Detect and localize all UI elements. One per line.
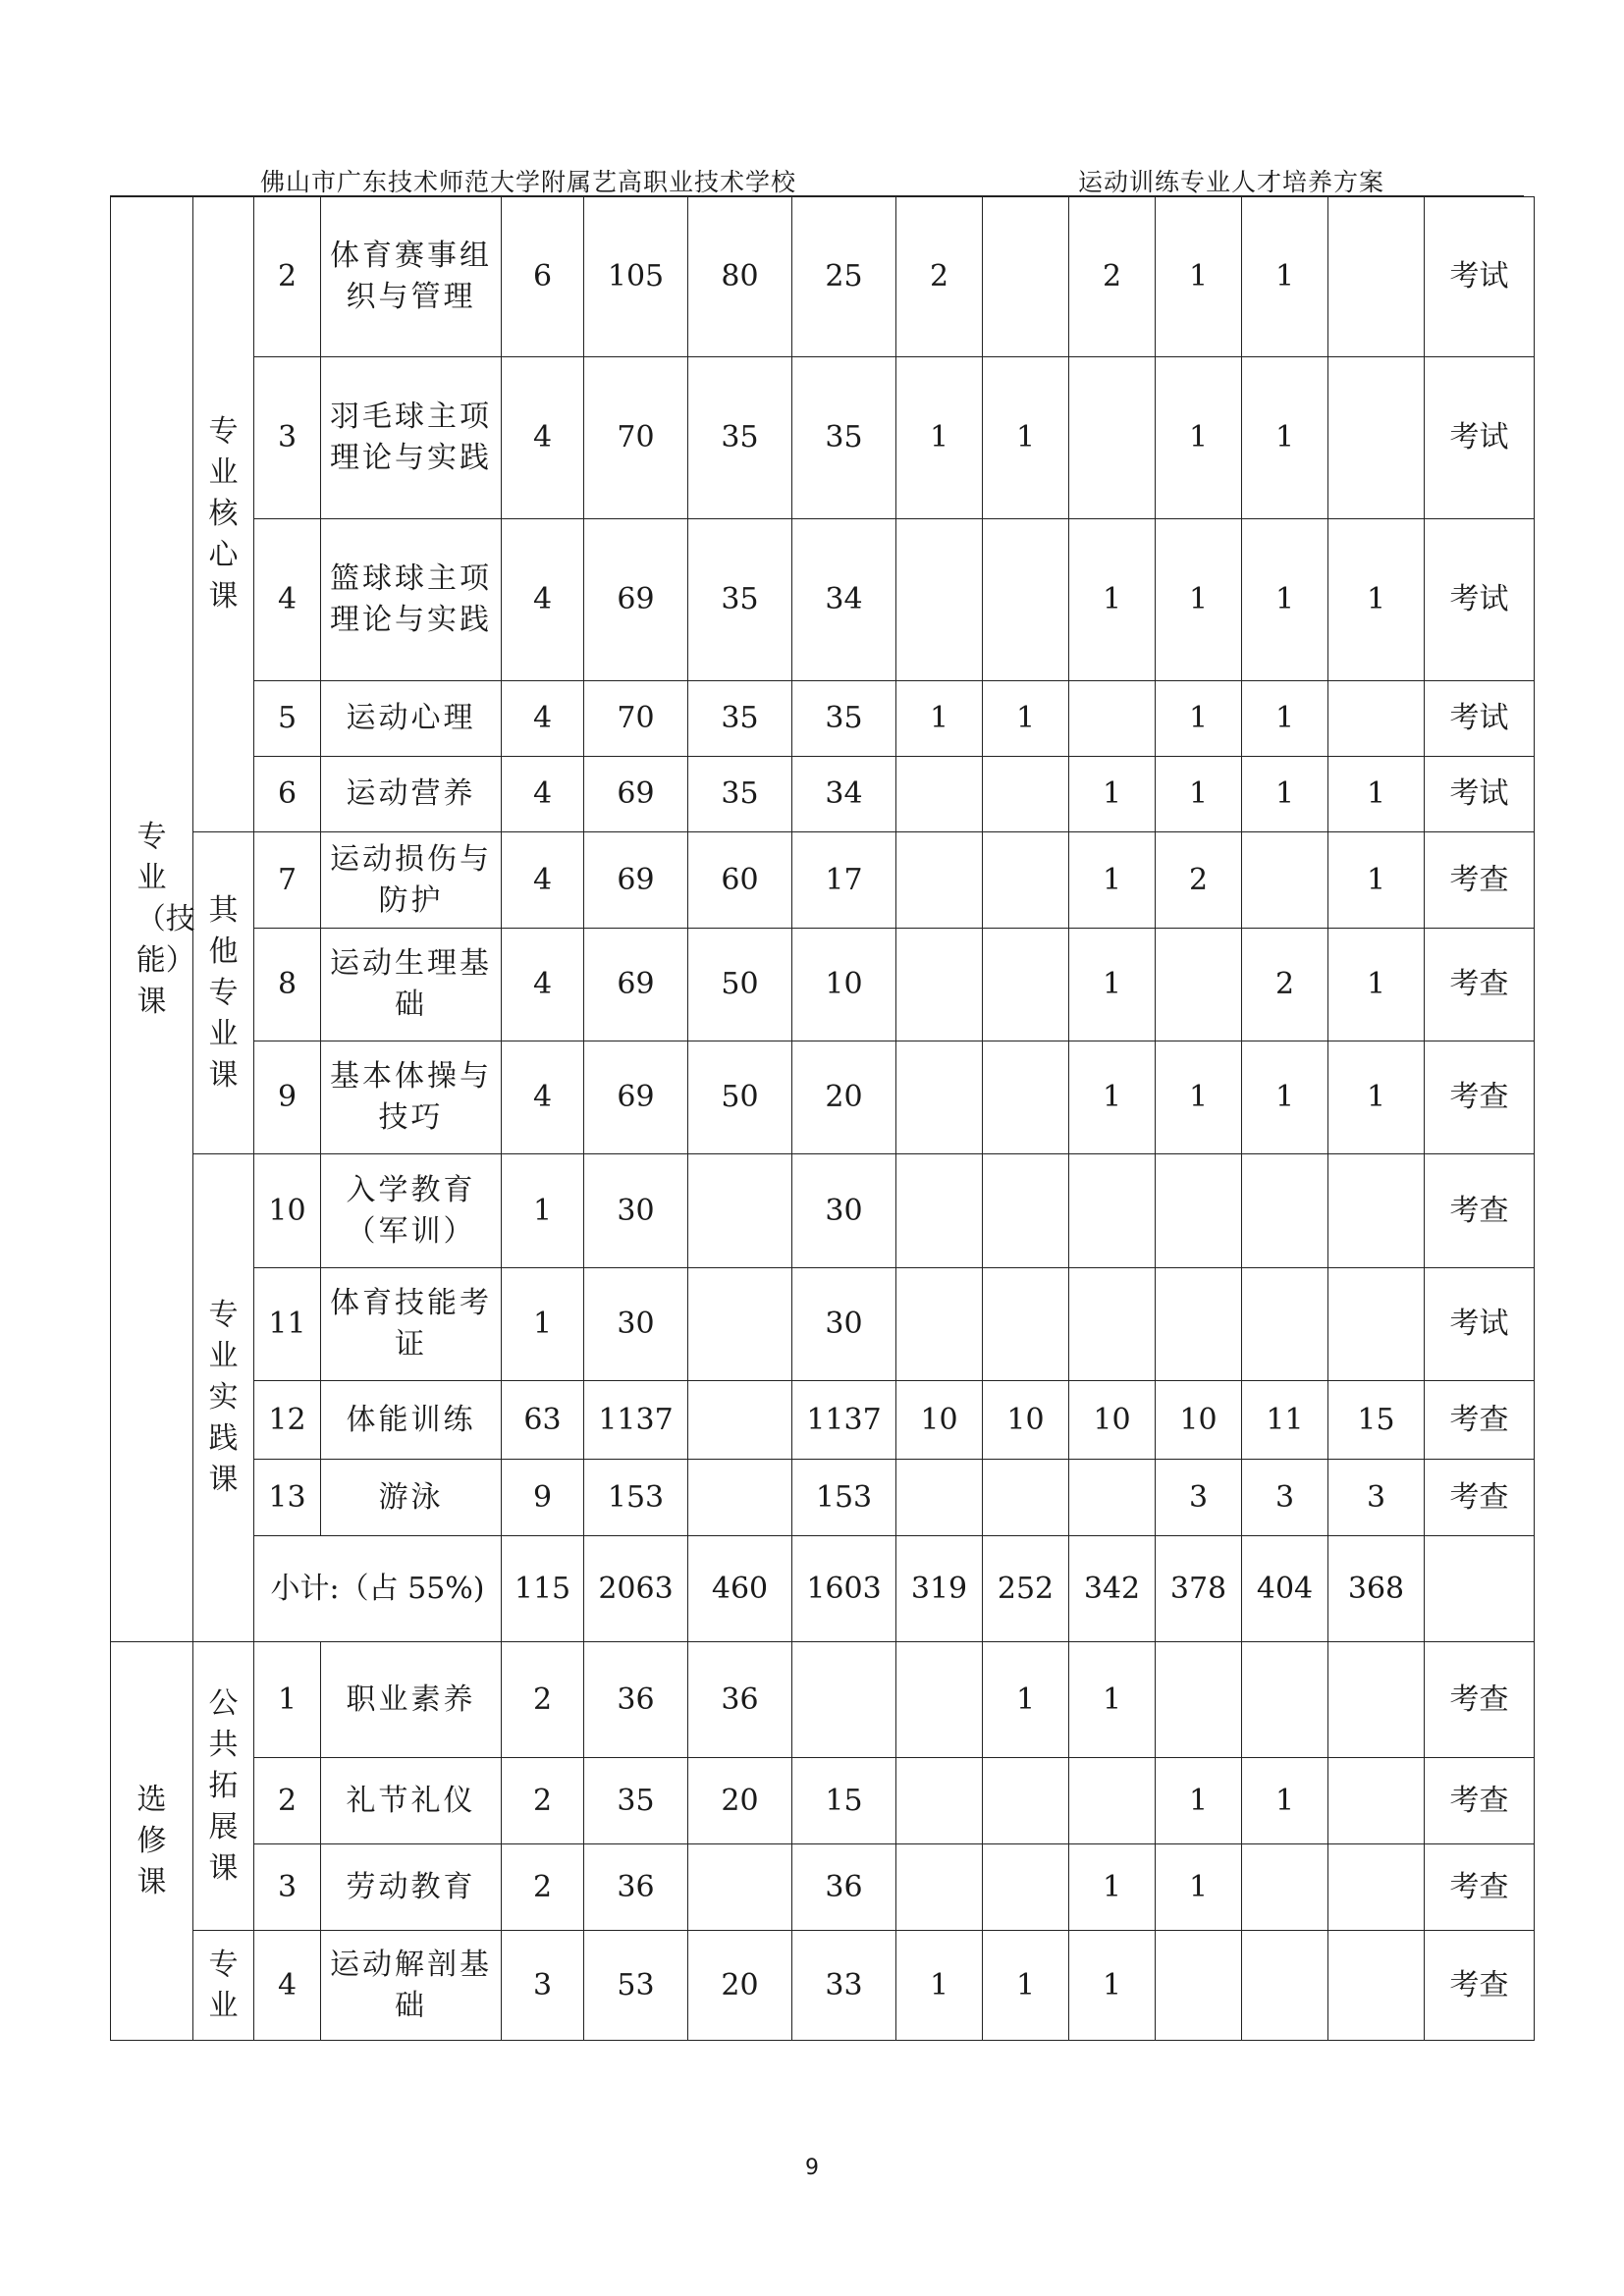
semester-3-cell — [1069, 1460, 1156, 1536]
total-hours-cell: 35 — [584, 1758, 688, 1844]
semester-1-cell — [896, 519, 983, 681]
semester-6-cell — [1328, 1931, 1425, 2041]
credits-cell: 4 — [502, 357, 584, 519]
semester-4-cell: 1 — [1156, 1844, 1242, 1931]
semester-1-cell — [896, 757, 983, 832]
semester-1-cell — [896, 1758, 983, 1844]
semester-3-cell — [1069, 1268, 1156, 1381]
assessment-cell — [1425, 1536, 1535, 1642]
total-hours-cell: 53 — [584, 1931, 688, 2041]
semester-1-cell — [896, 929, 983, 1041]
practice-hours-cell: 36 — [792, 1844, 896, 1931]
credits-cell: 63 — [502, 1381, 584, 1460]
course-name-cell: 运动损伤与防护 — [321, 832, 502, 929]
semester-4-cell: 10 — [1156, 1381, 1242, 1460]
semester-6-cell — [1328, 681, 1425, 757]
semester-4-cell: 3 — [1156, 1460, 1242, 1536]
practice-hours-cell: 34 — [792, 519, 896, 681]
semester-5-cell — [1242, 1642, 1328, 1758]
credits-cell: 1 — [502, 1268, 584, 1381]
semester-4-cell — [1156, 1931, 1242, 2041]
total-hours-cell: 69 — [584, 832, 688, 929]
course-number-cell: 1 — [254, 1642, 321, 1758]
theory-hours-cell — [688, 1381, 792, 1460]
semester-2-cell — [983, 1041, 1069, 1154]
course-name-cell: 篮球球主项理论与实践 — [321, 519, 502, 681]
theory-hours-cell: 35 — [688, 519, 792, 681]
course-name-cell: 基本体操与技巧 — [321, 1041, 502, 1154]
practice-hours-cell: 25 — [792, 197, 896, 357]
semester-5-cell — [1242, 1844, 1328, 1931]
section-professional — [111, 197, 193, 1642]
course-number-cell: 9 — [254, 1041, 321, 1154]
credits-cell: 9 — [502, 1460, 584, 1536]
course-name-cell: 体育赛事组织与管理 — [321, 197, 502, 357]
total-hours-cell: 105 — [584, 197, 688, 357]
semester-1-cell: 1 — [896, 681, 983, 757]
practice-hours-cell: 10 — [792, 929, 896, 1041]
group-other-professional — [193, 832, 254, 1154]
course-number-cell: 10 — [254, 1154, 321, 1268]
semester-5-cell: 404 — [1242, 1536, 1328, 1642]
total-hours-cell: 69 — [584, 757, 688, 832]
semester-2-cell — [983, 1268, 1069, 1381]
semester-1-cell: 319 — [896, 1536, 983, 1642]
semester-2-cell — [983, 1844, 1069, 1931]
semester-6-cell — [1328, 1758, 1425, 1844]
semester-4-cell: 1 — [1156, 1758, 1242, 1844]
semester-1-cell — [896, 1642, 983, 1758]
course-name-cell: 运动解剖基础 — [321, 1931, 502, 2041]
course-number-cell: 3 — [254, 1844, 321, 1931]
semester-4-cell — [1156, 1154, 1242, 1268]
section-elective-label: 选修课 — [136, 1782, 167, 1899]
table-row — [111, 1041, 1535, 1154]
semester-4-cell: 378 — [1156, 1536, 1242, 1642]
elective-row — [111, 1642, 1535, 1758]
semester-6-cell: 3 — [1328, 1460, 1425, 1536]
total-hours-cell: 36 — [584, 1844, 688, 1931]
total-hours-cell: 30 — [584, 1154, 688, 1268]
assessment-cell: 考试 — [1425, 357, 1535, 519]
theory-hours-cell: 80 — [688, 197, 792, 357]
semester-3-cell — [1069, 357, 1156, 519]
total-hours-cell: 70 — [584, 357, 688, 519]
semester-2-cell — [983, 197, 1069, 357]
semester-5-cell: 1 — [1242, 1041, 1328, 1154]
table-row — [111, 757, 1535, 832]
semester-5-cell: 1 — [1242, 197, 1328, 357]
assessment-cell: 考查 — [1425, 1460, 1535, 1536]
semester-5-cell: 1 — [1242, 357, 1328, 519]
assessment-cell: 考查 — [1425, 929, 1535, 1041]
credits-cell: 4 — [502, 757, 584, 832]
page-number: 9 — [805, 2156, 819, 2180]
table-row — [111, 1154, 1535, 1268]
semester-2-cell: 1 — [983, 357, 1069, 519]
course-number-cell: 4 — [254, 1931, 321, 2041]
semester-6-cell: 1 — [1328, 757, 1425, 832]
theory-hours-cell: 20 — [688, 1758, 792, 1844]
group-other-professional-label: 其他专业课 — [208, 892, 239, 1093]
course-number-cell: 11 — [254, 1268, 321, 1381]
semester-6-cell: 368 — [1328, 1536, 1425, 1642]
semester-4-cell — [1156, 929, 1242, 1041]
credits-cell: 2 — [502, 1844, 584, 1931]
semester-3-cell — [1069, 1154, 1156, 1268]
semester-5-cell: 1 — [1242, 519, 1328, 681]
semester-3-cell: 1 — [1069, 519, 1156, 681]
course-number-cell: 5 — [254, 681, 321, 757]
total-hours-cell: 70 — [584, 681, 688, 757]
total-hours-cell: 69 — [584, 1041, 688, 1154]
practice-hours-cell: 34 — [792, 757, 896, 832]
semester-4-cell — [1156, 1268, 1242, 1381]
practice-hours-cell — [792, 1642, 896, 1758]
semester-3-cell: 10 — [1069, 1381, 1156, 1460]
semester-2-cell: 1 — [983, 1931, 1069, 2041]
semester-3-cell: 1 — [1069, 1931, 1156, 2041]
assessment-cell: 考试 — [1425, 1268, 1535, 1381]
theory-hours-cell: 35 — [688, 757, 792, 832]
course-number-cell: 2 — [254, 197, 321, 357]
theory-hours-cell: 20 — [688, 1931, 792, 2041]
table-row — [111, 357, 1535, 519]
practice-hours-cell: 17 — [792, 832, 896, 929]
theory-hours-cell — [688, 1844, 792, 1931]
semester-1-cell — [896, 832, 983, 929]
semester-1-cell: 1 — [896, 357, 983, 519]
course-number-cell: 3 — [254, 357, 321, 519]
total-hours-cell: 153 — [584, 1460, 688, 1536]
header-document-title: 运动训练专业人才培养方案 — [1078, 168, 1385, 196]
credits-cell: 2 — [502, 1758, 584, 1844]
total-hours-cell: 1137 — [584, 1381, 688, 1460]
semester-1-cell: 1 — [896, 1931, 983, 2041]
group-practice — [193, 1154, 254, 1642]
semester-4-cell: 1 — [1156, 1041, 1242, 1154]
semester-1-cell — [896, 1041, 983, 1154]
semester-5-cell: 3 — [1242, 1460, 1328, 1536]
course-number-cell: 8 — [254, 929, 321, 1041]
table-row — [111, 1268, 1535, 1381]
theory-hours-cell: 460 — [688, 1536, 792, 1642]
semester-5-cell: 2 — [1242, 929, 1328, 1041]
assessment-cell: 考试 — [1425, 681, 1535, 757]
semester-3-cell: 1 — [1069, 832, 1156, 929]
semester-4-cell — [1156, 1642, 1242, 1758]
credits-cell: 4 — [502, 832, 584, 929]
group-professional-core-label: 专业核心课 — [208, 414, 239, 614]
semester-1-cell — [896, 1268, 983, 1381]
semester-2-cell: 10 — [983, 1381, 1069, 1460]
semester-2-cell — [983, 519, 1069, 681]
semester-2-cell — [983, 757, 1069, 832]
course-name-cell: 运动生理基础 — [321, 929, 502, 1041]
semester-6-cell — [1328, 357, 1425, 519]
course-name-cell: 运动心理 — [321, 681, 502, 757]
semester-3-cell — [1069, 1758, 1156, 1844]
semester-3-cell: 1 — [1069, 757, 1156, 832]
practice-hours-cell: 30 — [792, 1268, 896, 1381]
course-number-cell: 12 — [254, 1381, 321, 1460]
semester-6-cell: 1 — [1328, 929, 1425, 1041]
assessment-cell: 考查 — [1425, 832, 1535, 929]
group-practice-label: 专业实践课 — [208, 1298, 239, 1497]
practice-hours-cell: 1137 — [792, 1381, 896, 1460]
semester-3-cell: 1 — [1069, 1642, 1156, 1758]
table-row — [111, 929, 1535, 1041]
semester-2-cell — [983, 1758, 1069, 1844]
semester-5-cell: 1 — [1242, 757, 1328, 832]
semester-3-cell: 342 — [1069, 1536, 1156, 1642]
semester-3-cell: 2 — [1069, 197, 1156, 357]
course-number-cell: 7 — [254, 832, 321, 929]
course-number-cell: 2 — [254, 1758, 321, 1844]
subtotal-row — [111, 1536, 1535, 1642]
assessment-cell: 考查 — [1425, 1758, 1535, 1844]
semester-6-cell: 1 — [1328, 519, 1425, 681]
credits-cell: 115 — [502, 1536, 584, 1642]
elective-row — [111, 1931, 1535, 2041]
credits-cell: 2 — [502, 1642, 584, 1758]
group-public-expansion — [193, 1642, 254, 1931]
semester-6-cell: 1 — [1328, 1041, 1425, 1154]
semester-6-cell: 1 — [1328, 832, 1425, 929]
assessment-cell: 考查 — [1425, 1381, 1535, 1460]
practice-hours-cell: 20 — [792, 1041, 896, 1154]
semester-1-cell — [896, 1154, 983, 1268]
theory-hours-cell: 35 — [688, 681, 792, 757]
credits-cell: 4 — [502, 519, 584, 681]
credits-cell: 3 — [502, 1931, 584, 2041]
semester-3-cell: 1 — [1069, 929, 1156, 1041]
semester-5-cell: 1 — [1242, 681, 1328, 757]
elective-row — [111, 1758, 1535, 1844]
semester-5-cell — [1242, 1931, 1328, 2041]
semester-6-cell — [1328, 1642, 1425, 1758]
practice-hours-cell: 30 — [792, 1154, 896, 1268]
semester-6-cell — [1328, 197, 1425, 357]
practice-hours-cell: 15 — [792, 1758, 896, 1844]
practice-hours-cell: 33 — [792, 1931, 896, 2041]
semester-4-cell: 1 — [1156, 519, 1242, 681]
semester-4-cell: 1 — [1156, 681, 1242, 757]
semester-4-cell: 2 — [1156, 832, 1242, 929]
assessment-cell: 考查 — [1425, 1931, 1535, 2041]
group-elective-professional-label: 专业 — [208, 1947, 239, 2023]
semester-5-cell — [1242, 832, 1328, 929]
semester-1-cell — [896, 1460, 983, 1536]
theory-hours-cell: 50 — [688, 929, 792, 1041]
course-name-cell: 羽毛球主项理论与实践 — [321, 357, 502, 519]
total-hours-cell: 2063 — [584, 1536, 688, 1642]
semester-3-cell: 1 — [1069, 1844, 1156, 1931]
theory-hours-cell: 60 — [688, 832, 792, 929]
curriculum-table — [110, 196, 1535, 2041]
table-row — [111, 519, 1535, 681]
table-row — [111, 197, 1535, 357]
group-professional-core — [193, 197, 254, 832]
semester-5-cell: 11 — [1242, 1381, 1328, 1460]
assessment-cell: 考试 — [1425, 197, 1535, 357]
semester-6-cell — [1328, 1844, 1425, 1931]
semester-3-cell: 1 — [1069, 1041, 1156, 1154]
total-hours-cell: 69 — [584, 519, 688, 681]
theory-hours-cell: 35 — [688, 357, 792, 519]
theory-hours-cell — [688, 1154, 792, 1268]
semester-2-cell: 252 — [983, 1536, 1069, 1642]
semester-5-cell — [1242, 1268, 1328, 1381]
assessment-cell: 考查 — [1425, 1642, 1535, 1758]
assessment-cell: 考试 — [1425, 757, 1535, 832]
credits-cell: 1 — [502, 1154, 584, 1268]
assessment-cell: 考查 — [1425, 1844, 1535, 1931]
semester-1-cell: 2 — [896, 197, 983, 357]
section-professional-label: 专业（技能）课 — [135, 819, 195, 1019]
credits-cell: 4 — [502, 681, 584, 757]
credits-cell: 4 — [502, 1041, 584, 1154]
table-row — [111, 681, 1535, 757]
assessment-cell: 考查 — [1425, 1154, 1535, 1268]
theory-hours-cell: 36 — [688, 1642, 792, 1758]
practice-hours-cell: 153 — [792, 1460, 896, 1536]
course-number-cell: 6 — [254, 757, 321, 832]
header-school-name: 佛山市广东技术师范大学附属艺高职业技术学校 — [260, 168, 797, 196]
total-hours-cell: 36 — [584, 1642, 688, 1758]
semester-4-cell: 1 — [1156, 357, 1242, 519]
course-name-cell: 礼节礼仪 — [321, 1758, 502, 1844]
table-row — [111, 1460, 1535, 1536]
theory-hours-cell — [688, 1268, 792, 1381]
total-hours-cell: 69 — [584, 929, 688, 1041]
semester-4-cell: 1 — [1156, 757, 1242, 832]
course-name-cell: 运动营养 — [321, 757, 502, 832]
course-name-cell: 入学教育（军训） — [321, 1154, 502, 1268]
subtotal-label: 小计:（占 55%) — [254, 1536, 502, 1642]
credits-cell: 4 — [502, 929, 584, 1041]
course-name-cell: 游泳 — [321, 1460, 502, 1536]
semester-2-cell — [983, 929, 1069, 1041]
practice-hours-cell: 35 — [792, 681, 896, 757]
semester-1-cell — [896, 1844, 983, 1931]
course-name-cell: 职业素养 — [321, 1642, 502, 1758]
semester-5-cell: 1 — [1242, 1758, 1328, 1844]
semester-2-cell: 1 — [983, 1642, 1069, 1758]
assessment-cell: 考查 — [1425, 1041, 1535, 1154]
elective-row — [111, 1844, 1535, 1931]
credits-cell: 6 — [502, 197, 584, 357]
course-number-cell: 4 — [254, 519, 321, 681]
theory-hours-cell: 50 — [688, 1041, 792, 1154]
practice-hours-cell: 1603 — [792, 1536, 896, 1642]
semester-3-cell — [1069, 681, 1156, 757]
semester-2-cell: 1 — [983, 681, 1069, 757]
course-name-cell: 体育技能考证 — [321, 1268, 502, 1381]
semester-2-cell — [983, 832, 1069, 929]
semester-6-cell — [1328, 1268, 1425, 1381]
semester-2-cell — [983, 1154, 1069, 1268]
course-name-cell: 劳动教育 — [321, 1844, 502, 1931]
practice-hours-cell: 35 — [792, 357, 896, 519]
theory-hours-cell — [688, 1460, 792, 1536]
semester-6-cell — [1328, 1154, 1425, 1268]
assessment-cell: 考试 — [1425, 519, 1535, 681]
section-elective — [111, 1642, 193, 2041]
group-public-expansion-label: 公共拓展课 — [208, 1685, 239, 1886]
semester-1-cell: 10 — [896, 1381, 983, 1460]
table-row — [111, 832, 1535, 929]
table-row — [111, 1381, 1535, 1460]
course-name-cell: 体能训练 — [321, 1381, 502, 1460]
semester-2-cell — [983, 1460, 1069, 1536]
course-number-cell: 13 — [254, 1460, 321, 1536]
semester-5-cell — [1242, 1154, 1328, 1268]
total-hours-cell: 30 — [584, 1268, 688, 1381]
semester-4-cell: 1 — [1156, 197, 1242, 357]
semester-6-cell: 15 — [1328, 1381, 1425, 1460]
table-body — [111, 197, 1535, 2041]
group-elective-professional — [193, 1931, 254, 2041]
